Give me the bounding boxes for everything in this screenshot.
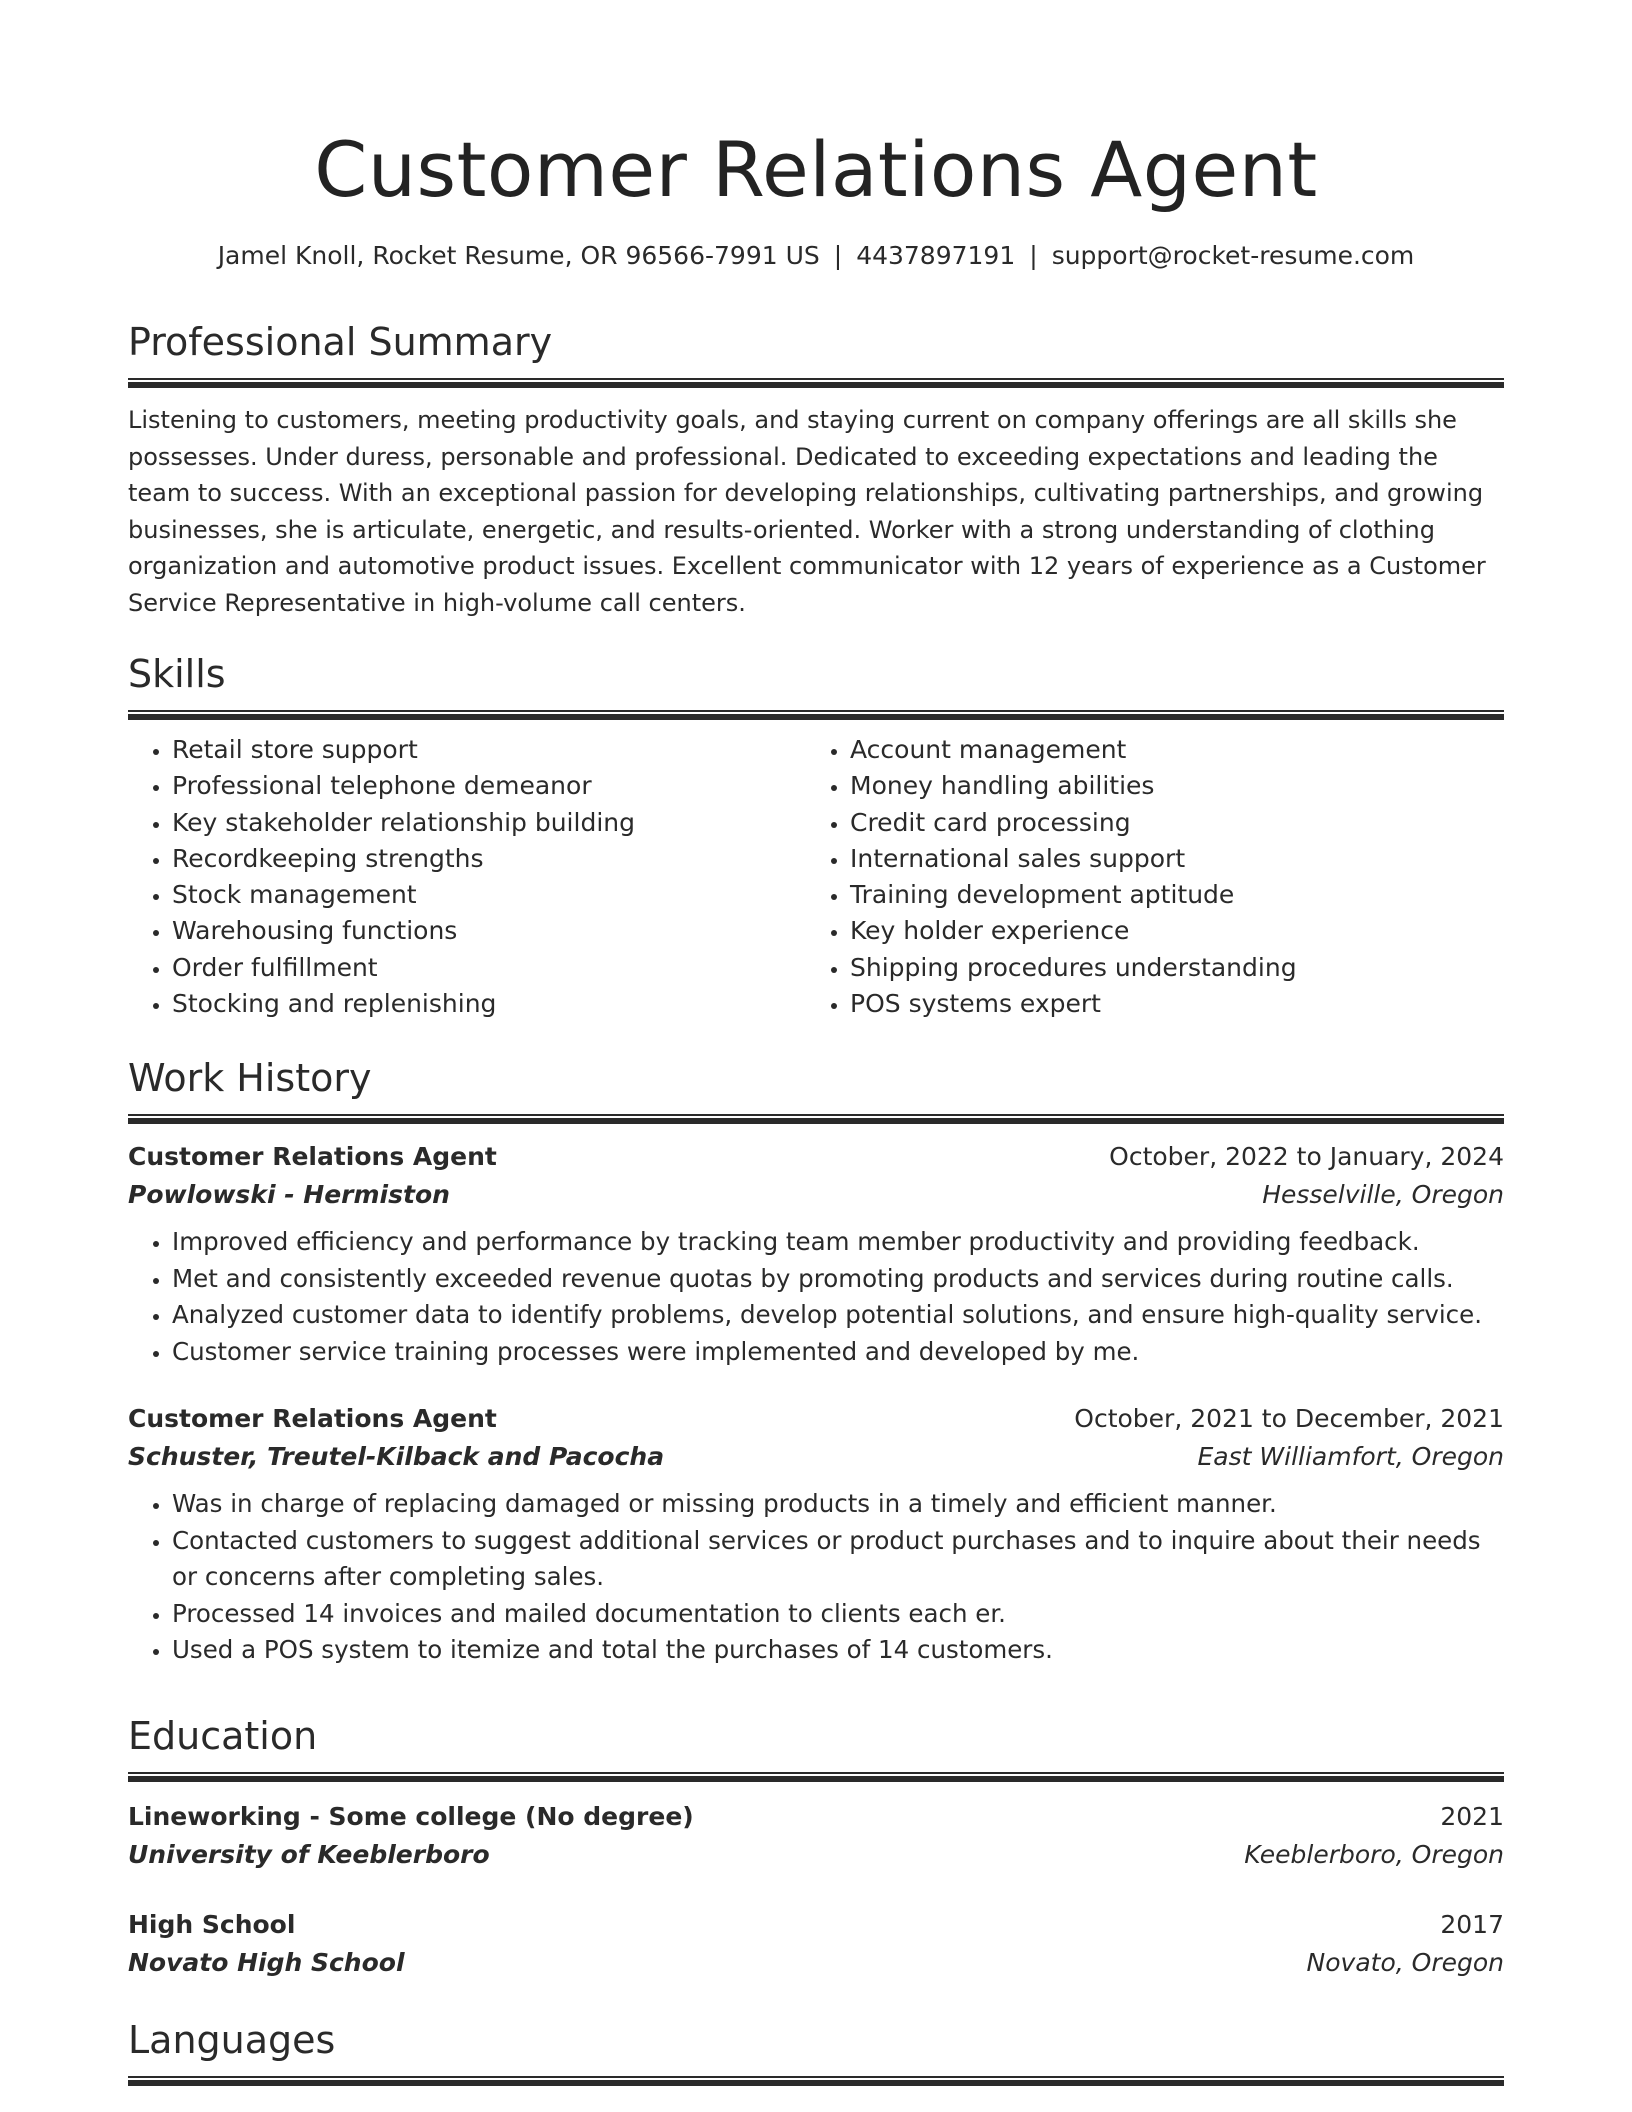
job-company-row (128, 1438, 1504, 1476)
job-entry (128, 1400, 1504, 1669)
job-entry (128, 1138, 1504, 1370)
contact-phone: 4437897191 (856, 241, 1016, 270)
job-bullet: • Met and consistently exceeded revenue quotas by promoting products and services during routine calls. (172, 1261, 1504, 1298)
skill-item: • Warehousing functions (172, 913, 806, 949)
section-divider (128, 1114, 1504, 1124)
skill-item: • Training development aptitude (850, 877, 1484, 913)
education-entry (128, 1906, 1504, 1982)
section-divider (128, 378, 1504, 388)
work-history-heading: Work History (128, 1056, 372, 1100)
skill-item: • Recordkeeping strengths (172, 841, 806, 877)
skill-item: • Money handling abilities (850, 768, 1484, 804)
job-bullets (128, 1486, 1504, 1669)
languages-heading: Languages (128, 2018, 336, 2062)
contact-separator: | (833, 241, 843, 270)
contact-separator: | (1029, 241, 1038, 270)
section-divider (128, 710, 1504, 720)
skills-left-list (128, 732, 806, 1022)
section-divider (128, 1772, 1504, 1782)
education-header-row (128, 1906, 1504, 1944)
skills-section (128, 650, 1504, 1022)
section-divider (128, 2076, 1504, 2086)
skill-item: • Credit card processing (850, 805, 1484, 841)
skills-right-list (806, 732, 1484, 1022)
skill-item: • Account management (850, 732, 1484, 768)
skill-item: • Shipping procedures understanding (850, 950, 1484, 986)
skill-item: • Retail store support (172, 732, 806, 768)
job-location: East Williamfort, Oregon (1197, 1442, 1504, 1471)
skill-item: • Professional telephone demeanor (172, 768, 806, 804)
education-section (128, 1712, 1504, 1982)
job-company: Schuster, Treutel-Kilback and Pacocha (128, 1442, 665, 1471)
languages-section (128, 2016, 1504, 2086)
skills-columns (128, 732, 1504, 1022)
contact-address: Jamel Knoll, Rocket Resume, OR 96566-7991 US (217, 241, 820, 270)
education-entry (128, 1798, 1504, 1874)
job-bullet: • Improved efficiency and performance by tracking team member productivity and providing feedback. (172, 1224, 1504, 1261)
skill-item: • Key stakeholder relationship building (172, 805, 806, 841)
education-school-row (128, 1944, 1504, 1982)
skill-item: • POS systems expert (850, 986, 1484, 1022)
skill-item: • International sales support (850, 841, 1484, 877)
job-bullet: • Analyzed customer data to identify problems, develop potential solutions, and ensure high-quality service. (172, 1297, 1504, 1334)
job-header-row (128, 1138, 1504, 1176)
skill-item: • Order fulfillment (172, 950, 806, 986)
education-school: Novato High School (128, 1948, 405, 1977)
job-bullet: • Customer service training processes were implemented and developed by me. (172, 1334, 1504, 1371)
education-heading: Education (128, 1714, 318, 1758)
education-header-row (128, 1798, 1504, 1836)
summary-text: Listening to customers, meeting productivity goals, and staying current on company offerings are all skills she possesses. Under duress, personable and professional. Dedicated to exceeding expectations and leading the team to success. With an exceptional passion for developing relationships, cultivating partnerships, and growing businesses, she is articulate, energetic, and results-oriented. Worker with a strong understanding of clothing organization and automotive product issues. Excellent communicator with 12 years of experience as a Customer Service Representative in high-volume call centers. (128, 406, 1486, 617)
summary-section (128, 318, 1504, 621)
skill-item: • Stock management (172, 877, 806, 913)
education-location: Keeblerboro, Oregon (1244, 1840, 1504, 1869)
job-title: Customer Relations Agent (128, 1404, 497, 1433)
summary-heading: Professional Summary (128, 320, 553, 364)
education-year: 2017 (1440, 1910, 1504, 1939)
resume-title: Customer Relations Agent (314, 125, 1318, 214)
contact-email: support@rocket-resume.com (1051, 241, 1415, 270)
job-bullet: • Was in charge of replacing damaged or missing products in a timely and efficient manner. (172, 1486, 1504, 1523)
job-bullet: • Contacted customers to suggest additional services or product purchases and to inquire about their needs or concerns after completing sales. (172, 1523, 1504, 1596)
job-company-row (128, 1176, 1504, 1214)
job-title: Customer Relations Agent (128, 1142, 497, 1171)
job-bullet: • Used a POS system to itemize and total the purchases of 14 customers. (172, 1632, 1504, 1669)
job-dates: October, 2021 to December, 2021 (1074, 1404, 1504, 1433)
skill-item: • Stocking and replenishing (172, 986, 806, 1022)
education-degree: High School (128, 1910, 296, 1939)
education-degree: Lineworking - Some college (No degree) (128, 1802, 694, 1831)
education-year: 2021 (1440, 1802, 1504, 1831)
education-location: Novato, Oregon (1306, 1948, 1504, 1977)
job-bullets (128, 1224, 1504, 1370)
job-bullet: • Processed 14 invoices and mailed documentation to clients each er. (172, 1596, 1504, 1633)
job-header-row (128, 1400, 1504, 1438)
skill-item: • Key holder experience (850, 913, 1484, 949)
work-history-section (128, 1054, 1504, 1669)
skills-heading: Skills (128, 652, 226, 696)
job-company: Powlowski - Hermiston (128, 1180, 450, 1209)
contact-line (128, 238, 1504, 274)
job-location: Hesselville, Oregon (1262, 1180, 1504, 1209)
education-school-row (128, 1836, 1504, 1874)
job-dates: October, 2022 to January, 2024 (1109, 1142, 1504, 1171)
education-school: University of Keeblerboro (128, 1840, 490, 1869)
